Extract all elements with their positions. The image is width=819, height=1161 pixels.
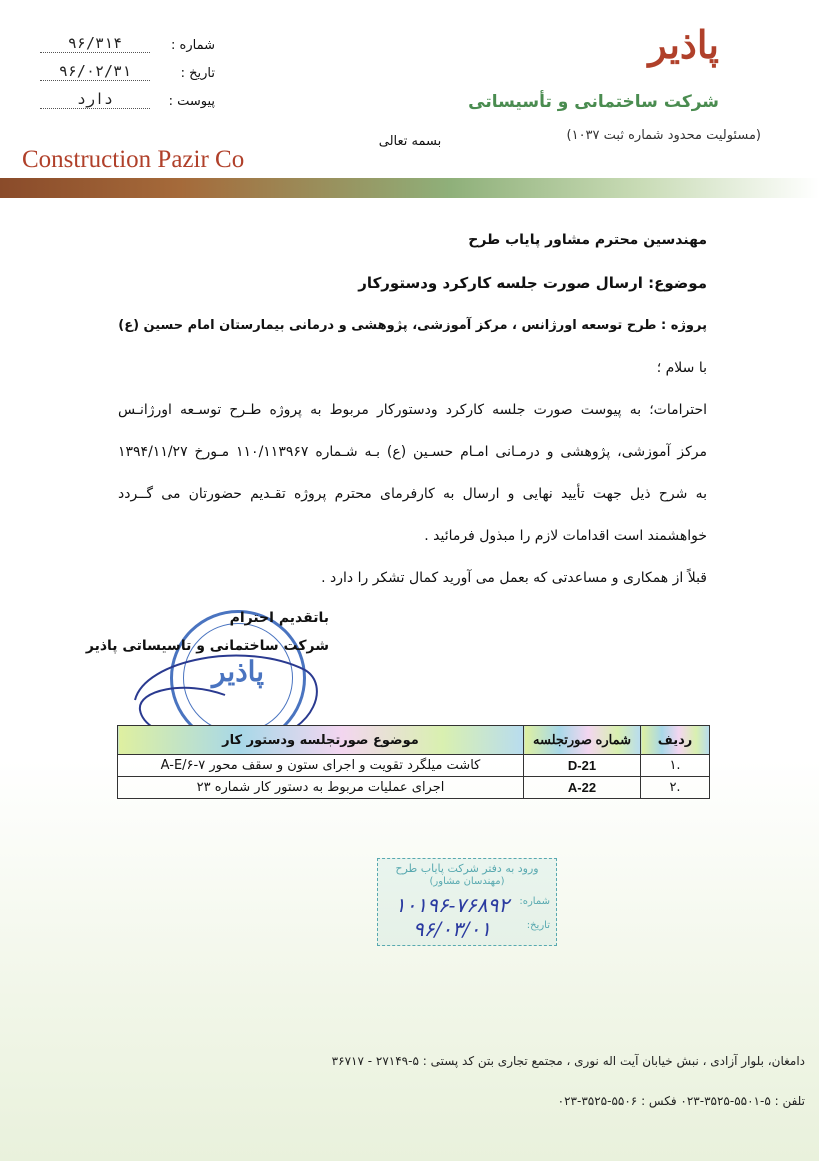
received-number-label: شماره: <box>519 896 550 907</box>
paragraph-line-4: خواهشمند است اقدامات لازم را مبذول فرمائید . <box>424 528 707 544</box>
received-stamp-subtitle: (مهندسان مشاور) <box>429 876 505 887</box>
meta-number <box>40 34 215 60</box>
table-row <box>118 755 710 777</box>
header-divider-band <box>0 178 819 198</box>
meta-date-value: ۹۶/۰۲/۳۱ <box>40 62 150 81</box>
footer-address: دامغان، بلوار آزادی ، نبش خیابان آیت اله نوری ، مجتمع تجاری بتن کد پستی : ۵-۲۷۱۴۹ - ۳۶۷۱۷ <box>331 1054 805 1068</box>
cell-index: .۱ <box>641 755 710 777</box>
project: پروژه : طرح توسعه اورژانس ، مرکز آموزشی، پژوهشی و درمانی بیمارستان امام حسین (ع) <box>118 318 707 333</box>
cell-number: A-22 <box>524 777 641 799</box>
company-seal-text: پاذیر <box>211 655 265 688</box>
recipient: مهندسین محترم مشاور پایاب طرح <box>468 232 707 248</box>
received-date-row <box>384 917 550 939</box>
registration-note: (مسئولیت محدود شماره ثبت ۱۰۳۷) <box>566 128 761 143</box>
cell-number: D-21 <box>524 755 641 777</box>
meta-attachment-label: پیوست : <box>168 94 215 109</box>
meta-number-value: ۹۶/۳۱۴ <box>40 34 150 53</box>
company-name-fa: شرکت ساختمانی و تأسیساتی <box>468 92 719 112</box>
received-date-label: تاریخ: <box>526 920 550 931</box>
meta-date-label: تاریخ : <box>180 66 215 81</box>
paragraph-line-1: احترامات؛ به پیوست صورت جلسه کارکرد ودستورکار مربوط به پروژه طـرح توسـعه اورژانـس <box>118 402 707 418</box>
received-stamp <box>377 858 557 946</box>
cell-index: .۲ <box>641 777 710 799</box>
received-number-row <box>384 893 550 915</box>
greeting: با سلام ؛ <box>656 360 707 376</box>
meta-date <box>40 62 215 88</box>
signature-regards: باتقدیم احترام <box>229 610 329 626</box>
cell-subject: کاشت میلگرد تقویت و اجرای ستون و سقف محور ۷-A-E/۶ <box>118 755 524 777</box>
cell-subject: اجرای عملیات مربوط به دستور کار شماره ۲۳ <box>118 777 524 799</box>
minutes-table <box>117 725 710 799</box>
col-header-subject: موضوع صورتجلسه ودستور کار <box>118 726 524 755</box>
meta-number-label: شماره : <box>171 38 215 53</box>
subject: موضوع: ارسال صورت جلسه کارکرد ودستورکار <box>358 274 707 292</box>
closing-line: قبلاً از همکاری و مساعدتی که بعمل می آورید کمال تشکر را دارد . <box>321 570 707 586</box>
table-header-row <box>118 726 710 755</box>
received-number-value: ۱۰۱۹۶-۷۶۸۹۲ <box>394 893 510 917</box>
bismillah: بسمه تعالی <box>378 134 442 149</box>
footer-contact: تلفن : ۵-۵۵۰۱-۳۵۲۵-۰۲۳ فکس : ۵۵۰۶-۳۵۲۵-۰۲۳ <box>557 1094 805 1108</box>
received-date-value: ۹۶/۰۳/۰۱ <box>413 917 491 941</box>
meta-attachment <box>40 90 215 116</box>
paragraph-line-3: به شرح ذیل جهت تأیید نهایی و ارسال به کارفرمای محترم پروژه تقـدیم حضورتان می گــردد <box>118 486 707 502</box>
meta-attachment-value: دارد <box>40 90 150 109</box>
signature-company: شرکت ساختمانی و تاسیساتی پاذیر <box>85 638 329 654</box>
received-stamp-title: ورود به دفتر شرکت پایاب طرح <box>395 862 539 875</box>
paragraph-line-2: مرکز آموزشی، پژوهشی و درمـانی امـام حسـین (ع) بـه شـماره ۱۱۰/۱۱۳۹۶۷ مـورخ ۱۳۹۴/۱۱/۲۷ <box>118 444 707 460</box>
brand-logo-fa: پاذیر <box>648 22 719 67</box>
col-header-index: ردیف <box>641 726 710 755</box>
brand-logo-en: Construction Pazir Co <box>22 146 245 173</box>
col-header-number: شماره صورتجلسه <box>524 726 641 755</box>
table-row <box>118 777 710 799</box>
